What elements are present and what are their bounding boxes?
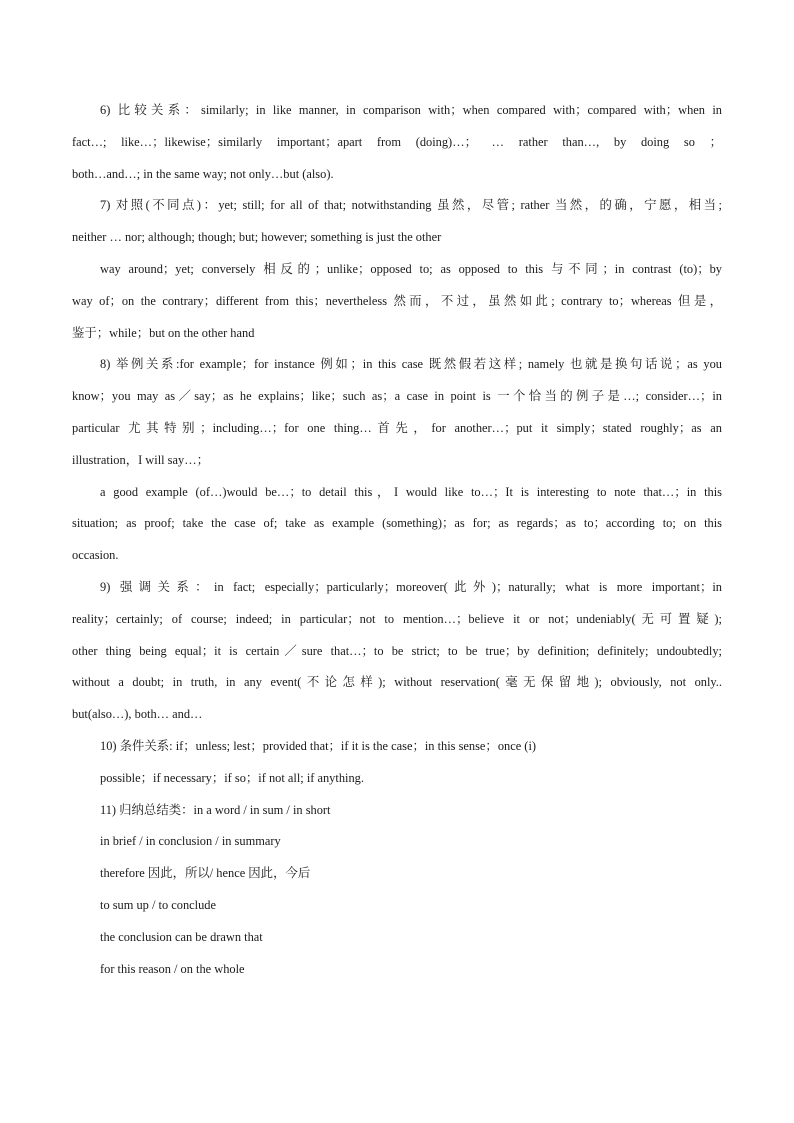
paragraph-contrast-line: way around；yet; conversely 相反的；unlike；opposed to; as opposed to this 与不同；in contrast (to)；by (100, 261, 722, 276)
paragraph-summary-line: therefore 因此，所以/ hence 因此，今后 (100, 866, 311, 881)
paragraph-comparison-line: fact…; like…；likewise；similarly important；apart from (doing)…； … rather than…, by doing so ； (72, 134, 722, 149)
paragraph-example-line: particular 尤其特别；including…；for one thing…首先，for another…；put it simply；stated roughly；as an (72, 420, 722, 435)
paragraph-summary-line: to sum up / to conclude (100, 897, 216, 912)
paragraph-example-line: a good example (of…)would be…；to detail this，I would like to…；It is interesting to note that…；in this (100, 484, 722, 499)
paragraph-summary-heading: 11) 归纳总结类：in a word / in sum / in short (100, 802, 331, 817)
paragraph-example-line: occasion. (72, 548, 119, 563)
paragraph-contrast-line: 鉴于；while；but on the other hand (72, 325, 255, 340)
document-page (72, 95, 722, 985)
paragraph-comparison-heading: 6) 比较关系：similarly; in like manner, in comparison with；when compared with；compared with；when in (100, 103, 722, 117)
paragraph-emphasis-line: without a doubt; in truth, in any event(不论怎样); without reservation(毫无保留地); obviously, not only.. (72, 675, 722, 690)
paragraph-example-heading: 8) 举例关系:for example；for instance 例如；in this case 既然假若这样; namely 也就是换句话说；as you (100, 357, 722, 372)
paragraph-emphasis-heading: 9) 强调关系：in fact; especially；particularly；moreover(此外)；naturally; what is more important；in (100, 579, 722, 594)
paragraph-condition-heading: 10) 条件关系: if；unless; lest；provided that；if it is the case；in this sense；once (i) (100, 738, 537, 753)
paragraph-summary-line: for this reason / on the whole (100, 961, 245, 976)
paragraph-summary-line: in brief / in conclusion / in summary (100, 834, 281, 849)
paragraph-summary-line: the conclusion can be drawn that (100, 929, 263, 944)
paragraph-example-line: know；you may as／say；as he explains；like；such as；a case in point is 一个恰当的例子是…; consider…；in (72, 389, 722, 404)
paragraph-comparison-line: both…and…; in the same way; not only…but (also). (72, 166, 334, 181)
paragraph-condition-line: possible；if necessary；if so；if not all; if anything. (100, 770, 364, 785)
paragraph-example-line: situation; as proof; take the case of; take as example (something)；as for; as regards；as to；according to; on this (72, 516, 722, 531)
paragraph-emphasis-line: but(also…), both… and… (72, 707, 203, 722)
paragraph-emphasis-line: other thing being equal；it is certain／sure that…；to be strict; to be true；by definition; definitely; undoubtedly; (72, 643, 722, 658)
paragraph-emphasis-line: reality；certainly; of course; indeed; in particular；not to mention…；believe it or not；undeniably(无可置疑); (72, 611, 722, 626)
paragraph-example-line: illustration，I will say…； (72, 452, 209, 467)
paragraph-contrast-line: way of；on the contrary；different from this；nevertheless 然而，不过，虽然如此; contrary to；whereas 但是， (72, 293, 722, 308)
paragraph-contrast-heading: 7) 对照(不同点)：yet; still; for all of that; notwithstanding 虽然，尽管; rather 当然，的确，宁愿，相当; (100, 198, 722, 213)
paragraph-contrast-line: neither … nor; although; though; but; however; something is just the other (72, 230, 442, 245)
